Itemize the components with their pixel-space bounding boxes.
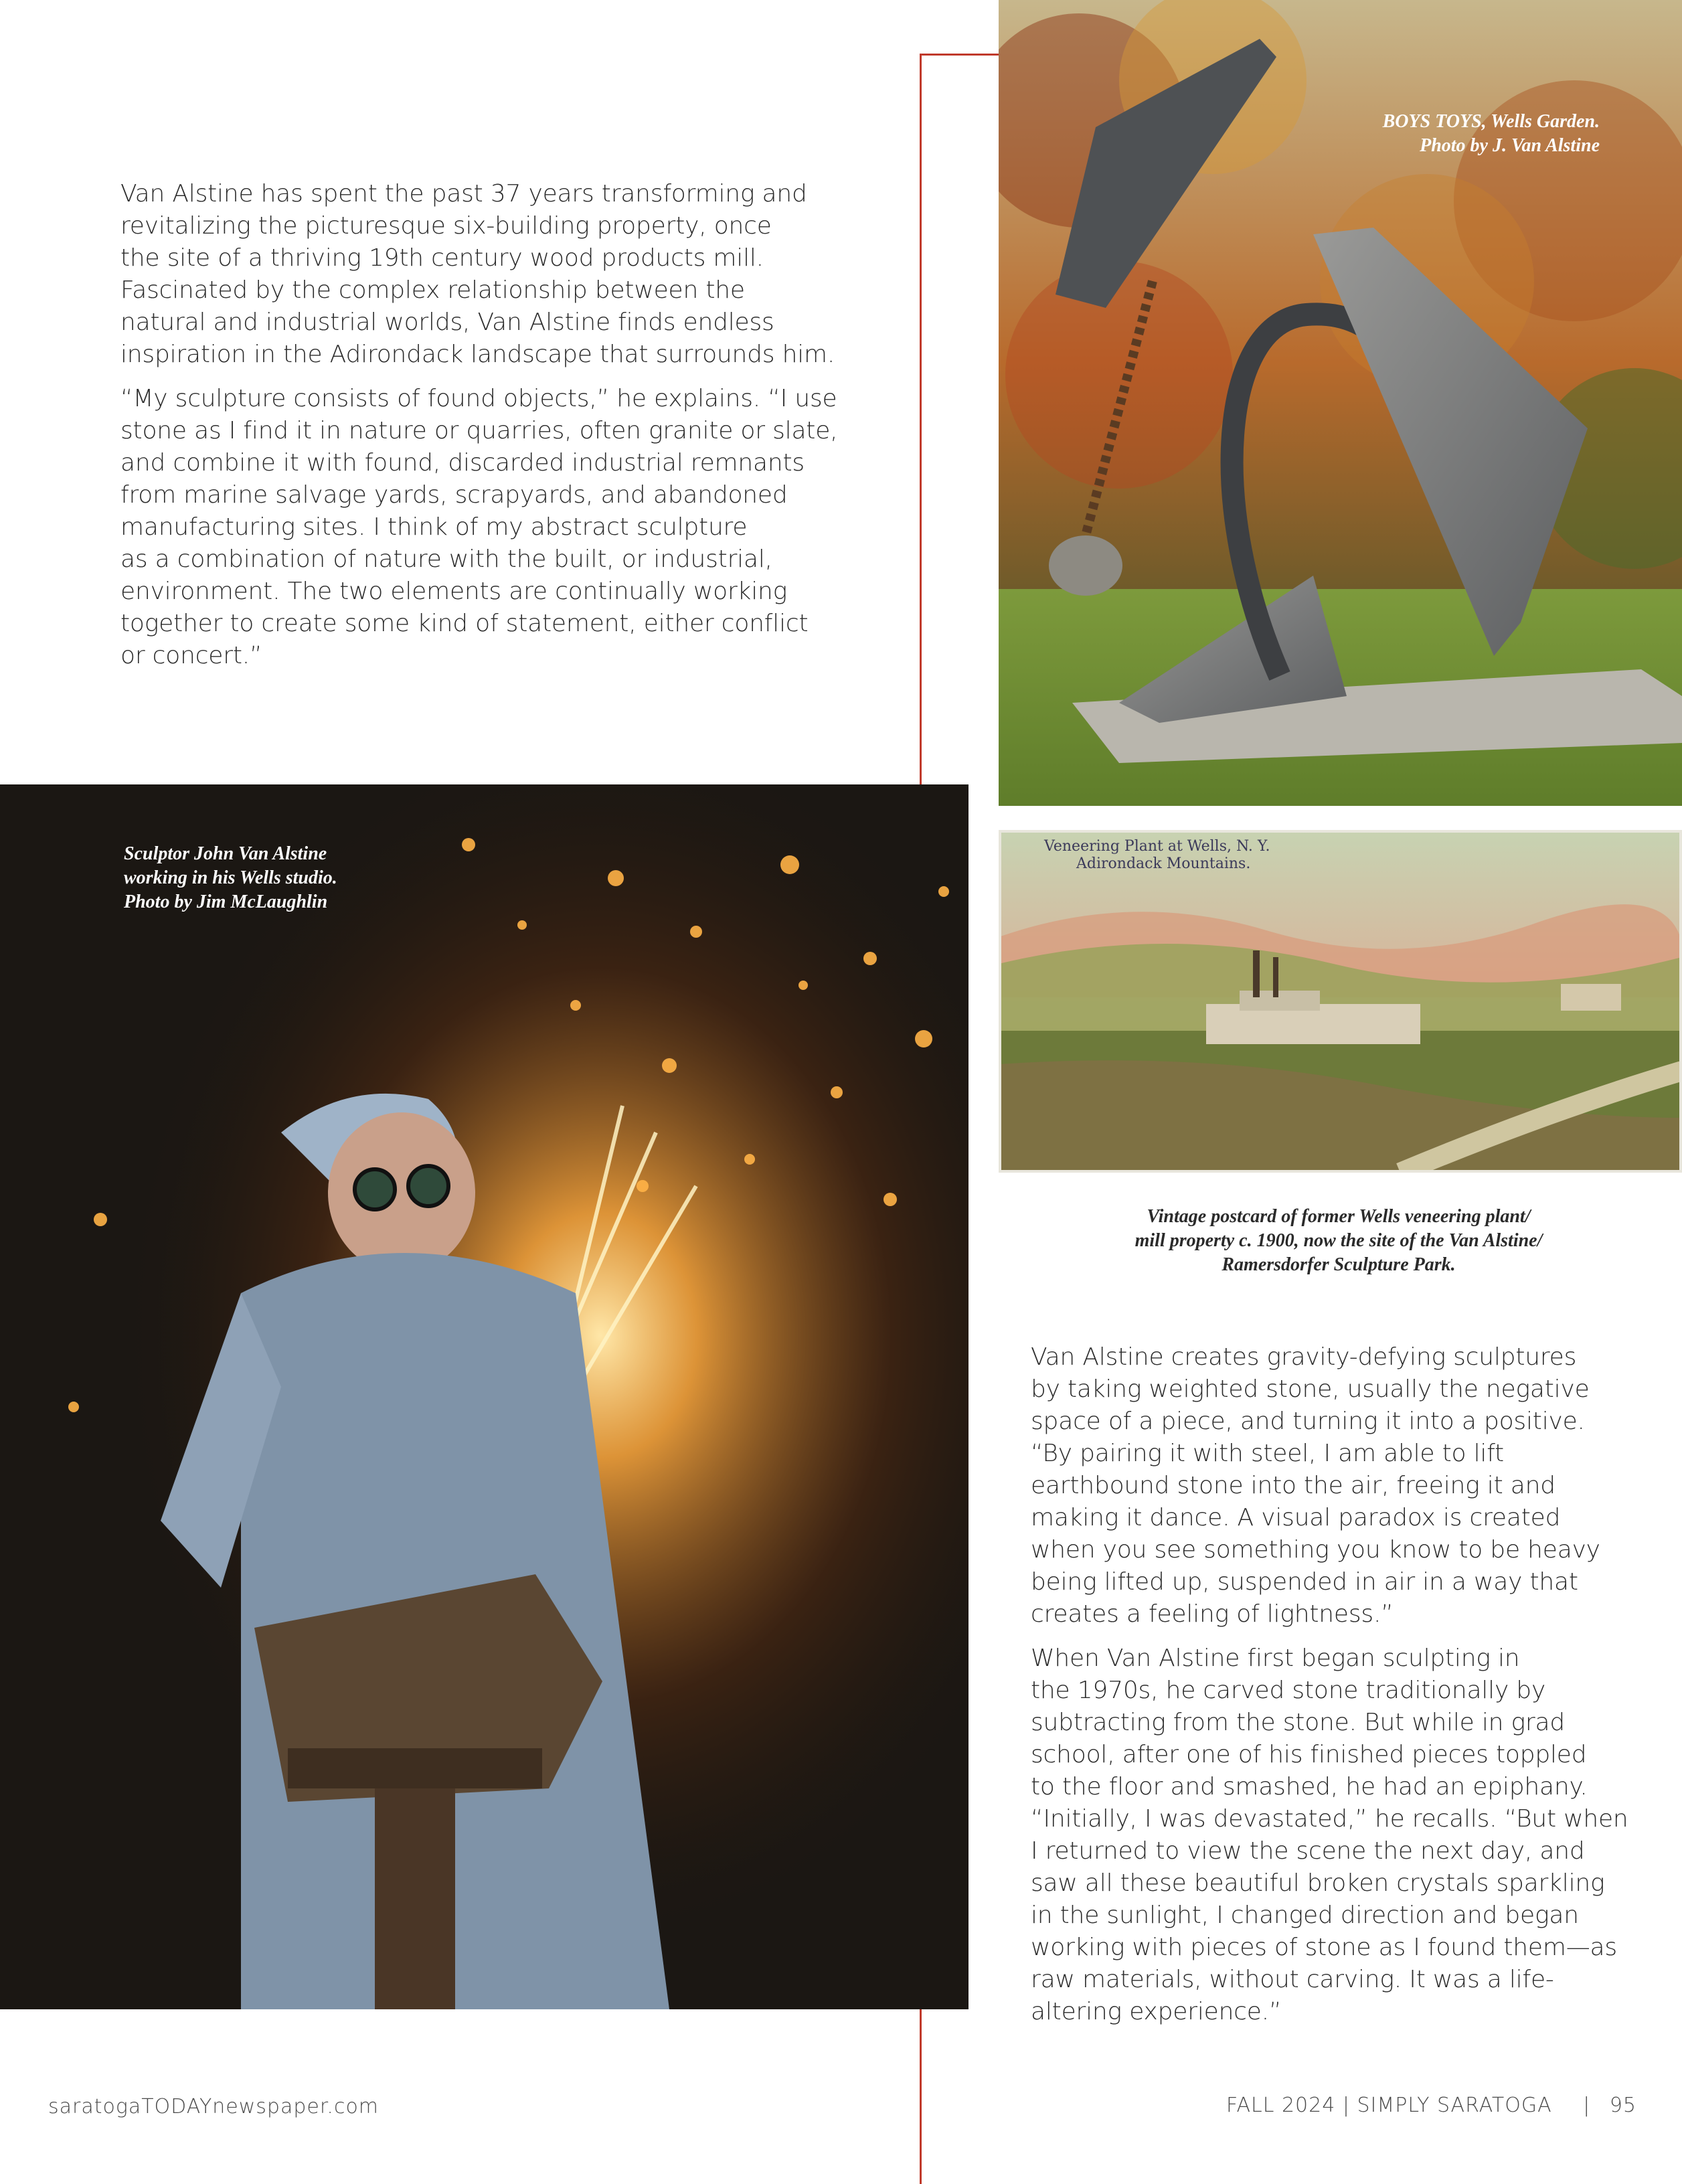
postcard-title-line: Veneering Plant at Wells, N. Y. <box>1044 838 1270 855</box>
red-rule-tick <box>920 54 1000 56</box>
postcard-printed-title <box>1044 838 1270 873</box>
postcard-title-line: Adirondack Mountains. <box>1076 855 1251 872</box>
caption-line: Photo by J. Van Alstine <box>1420 135 1600 156</box>
caption-line: Ramersdorfer Sculpture Park. <box>1222 1254 1456 1275</box>
postcard-caption <box>1044 1205 1633 1277</box>
sculptor-photo <box>0 784 969 2009</box>
article-paragraph: Van Alstine has spent the past 37 years transforming and revitalizing the picturesque six-building property, once the site of a thriving 19th century wood products mill. Fascinated by the complex relationship between the natural and industrial worlds, Van Alstine finds endless inspiration in the Adirondack landscape that surrounds him. <box>120 180 835 368</box>
article-column-right <box>1031 1341 1660 2040</box>
article-paragraph: When Van Alstine first began sculpting in the 1970s, he carved stone traditionally by subtracting from the stone. But while in grad school, after one of his finished pieces toppled to the floor and smashed, he had an epiphany. “Initially, I was devastated,” he recalls. “But when I returned to view the scene the next day, and saw all these beautiful broken crystals sparkling in the sunlight, I changed direction and began working with pieces of stone as I found them—as raw materials, without carving. It was a life- altering experience.” <box>1031 1645 1628 2025</box>
footer-issue-label: FALL 2024 | SIMPLY SARATOGA <box>1226 2094 1552 2117</box>
article-paragraph: “My sculpture consists of found objects,” he explains. “I use stone as I find it in nature or quarries, often granite or slate, and combine it with found, discarded industrial remnants from marine salvage yards, scrapyards, and abandoned manufacturing sites. I think of my abstract sculpture as a combination of nature with the built, or industrial, environment. The two elements are continually working together to create some kind of statement, either conflict or concert.” <box>120 385 838 669</box>
caption-line: working in his Wells studio. <box>124 867 337 888</box>
vintage-postcard-image <box>999 830 1682 1173</box>
caption-line: Vintage postcard of former Wells veneering plant/ <box>1147 1206 1531 1227</box>
sculpture-caption <box>1272 110 1600 158</box>
footer-site-url: saratogaTODAYnewspaper.com <box>48 2095 380 2118</box>
caption-line: BOYS TOYS, Wells Garden. <box>1382 111 1600 132</box>
article-paragraph: Van Alstine creates gravity-defying sculptures by taking weighted stone, usually the negative space of a piece, and turning it into a positive. “By pairing it with steel, I am able to lift earthbound stone into the air, freeing it and making it dance. A visual paradox is created when you see something you know to be heavy being lifted up, suspended in air in a way that creates a feeling of lightness.” <box>1031 1343 1600 1628</box>
caption-line: Photo by Jim McLaughlin <box>124 892 328 912</box>
caption-line: Sculptor John Van Alstine <box>124 843 327 864</box>
sculptor-caption <box>124 842 525 914</box>
footer-issue <box>1226 2094 1636 2117</box>
page-number: 95 <box>1609 2094 1636 2117</box>
footer-separator: | <box>1583 2094 1591 2117</box>
article-column-left <box>120 178 870 684</box>
caption-line: mill property c. 1900, now the site of the Van Alstine/ <box>1134 1230 1543 1251</box>
